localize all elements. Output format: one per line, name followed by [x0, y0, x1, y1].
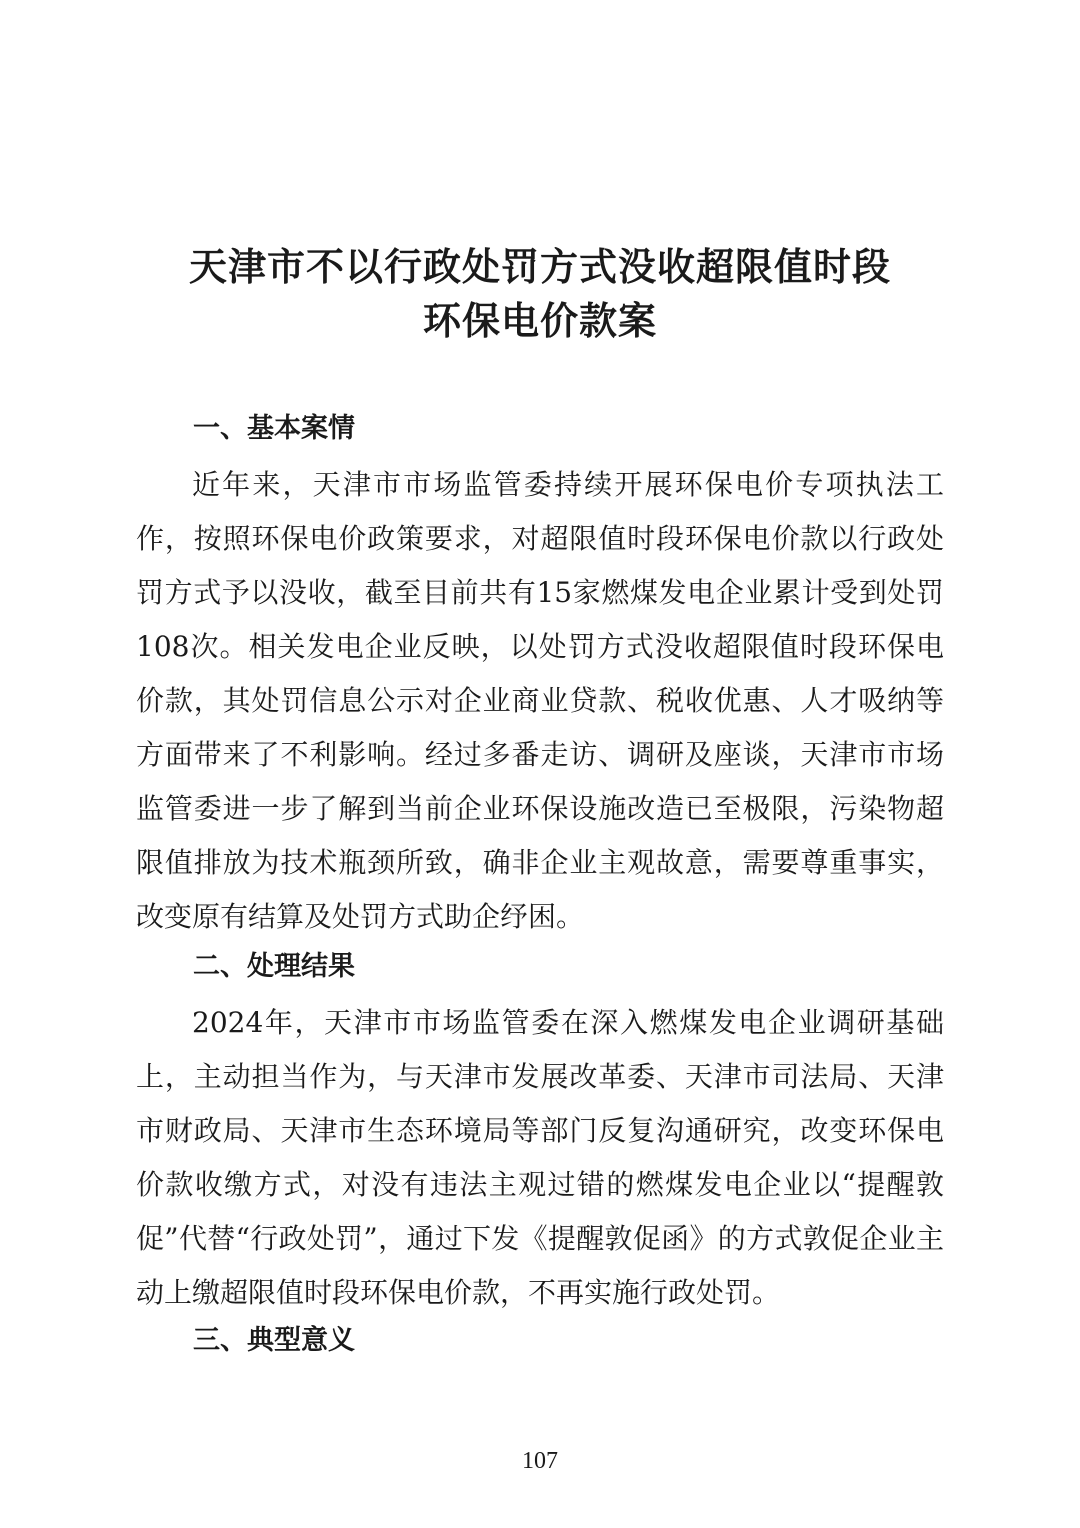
section-heading-typical-significance: 三、典型意义 [193, 1325, 355, 1356]
section-heading-handling-result: 二、处理结果 [193, 951, 355, 982]
document-title-line-1: 天津市不以行政处罚方式没收超限值时段 [188, 244, 891, 289]
section-paragraph-basic-facts: 近年来，天津市市场监管委持续开展环保电价专项执法工作，按照环保电价政策要求，对超限值时段环保电价款以行政处罚方式予以没收，截至目前共有15家燃煤发电企业累计受到处罚108次。相关发电企业反映，以处罚方式没收超限值时段环保电价款，其处罚信息公示对企业商业贷款、税收优惠、人才吸纳等方面带来了不利影响。经过多番走访、调研及座谈，天津市市场监管委进一步了解到当前企业环保设施改造已至极限，污染物超限值排放为技术瓶颈所致，确非企业主观故意，需要尊重事实，改变原有结算及处罚方式助企纾困。 [136, 468, 944, 933]
page-number: 107 [522, 1448, 558, 1474]
section-heading-basic-facts: 一、基本案情 [193, 413, 355, 444]
section-paragraph-handling-result: 2024年，天津市市场监管委在深入燃煤发电企业调研基础上，主动担当作为，与天津市发展改革委、天津市司法局、天津市财政局、天津市生态环境局等部门反复沟通研究，改变环保电价款收缴方式，对没有违法主观过错的燃煤发电企业以“提醒敦促”代替“行政处罚”，通过下发《提醒敦促函》的方式敦促企业主动上缴超限值时段环保电价款，不再实施行政处罚。 [136, 1006, 944, 1309]
document-title-line-2: 环保电价款案 [422, 298, 657, 343]
